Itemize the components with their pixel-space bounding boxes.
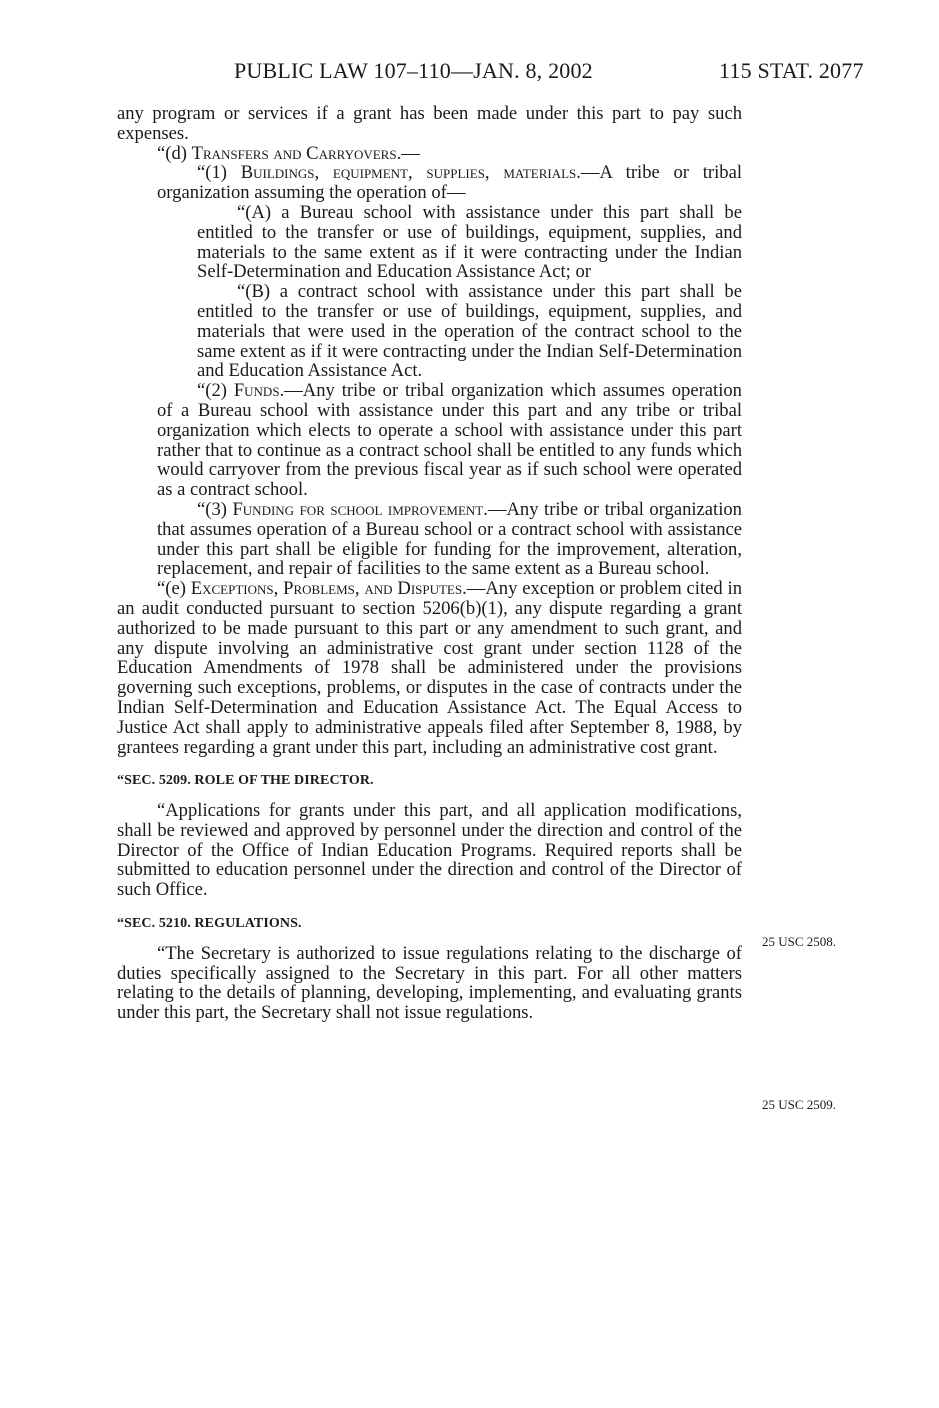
running-header-stat: 115 STAT. 2077	[719, 58, 864, 83]
subsection-e: “(e) Exceptions, Problems, and Disputes.—Any exception or problem cited in an audit conducted pursuant to section 5206(b)(1), any dispute regarding a grant authorized to be made pursuant to this part or any amendment to such grant, and any dispute involving an administrative cost grant under section 1128 of the Education Amendments of 1978 shall be administered under the provisions governing such exceptions, problems, or disputes in the case of contracts under the Indian Self-Determination and Education Assistance Act. The Equal Access to Justice Act shall apply to administrative appeals filed after September 8, 1988, by grantees regarding a grant under this part, including an administrative cost grant.	[117, 578, 742, 758]
clause-d1-A: “(A) a Bureau school with assistance under this part shall be entitled to the transfer or use of buildings, equipment, supplies, and materials to the same extent as if it were contracting under the Indian Self-Determination and Education Assistance Act; or	[197, 201, 742, 283]
margin-note-5210: 25 USC 2509.	[762, 1097, 837, 1112]
section-5209-text: “Applications for grants under this part, and all application modifications, shall be reviewed and approved by personnel under the direction and control of the Director of the Office of Indian Education Programs. Required reports shall be submitted to education personnel under the direction and control of the Director of such Office.	[117, 800, 742, 901]
subsection-d-heading: “(d) Transfers and Carryovers.—	[157, 142, 420, 164]
clause-d1-B: “(B) a contract school with assistance under this part shall be entitled to the transfer or use of buildings, equipment, supplies, and materials that were used in the operation of the contract school to the same extent as if it were contracting under the Indian Self-Determination and Education Assistance Act.	[197, 281, 742, 382]
paragraph-d3: “(3) Funding for school improvement.—Any tribe or tribal organization that assumes operation of a Bureau school or a contract school with assistance under this part shall be eligible for funding for the improvement, alteration, replacement, and repair of facilities to the same extent as a Bureau school.	[157, 498, 742, 580]
running-header-title: PUBLIC LAW 107–110—JAN. 8, 2002	[234, 58, 593, 83]
intro-paragraph: any program or services if a grant has been made under this part to pay such expenses.	[117, 103, 742, 144]
section-5210-heading: “SEC. 5210. REGULATIONS.	[117, 916, 302, 932]
margin-note-5209: 25 USC 2508.	[762, 934, 837, 949]
section-5209-heading: “SEC. 5209. ROLE OF THE DIRECTOR.	[117, 773, 374, 789]
paragraph-d1: “(1) Buildings, equipment, supplies, materials.—A tribe or tribal organization assuming the operation of—	[157, 162, 742, 204]
paragraph-d2: “(2) Funds.—Any tribe or tribal organization which assumes operation of a Bureau school with assistance under this part and any tribe or tribal organization which elects to operate a school with assistance under this part rather that to continue as a contract school shall be entitled to any funds which would carryover from the previous fiscal year as if such school were operated as a contract school.	[157, 380, 742, 501]
section-5210-text: “The Secretary is authorized to issue regulations relating to the discharge of duties specifically assigned to the Secretary in this part. For all other matters relating to the details of planning, developing, implementing, and evaluating grants under this part, the Secretary shall not issue regulations.	[117, 942, 742, 1024]
document-body	[117, 104, 742, 1023]
